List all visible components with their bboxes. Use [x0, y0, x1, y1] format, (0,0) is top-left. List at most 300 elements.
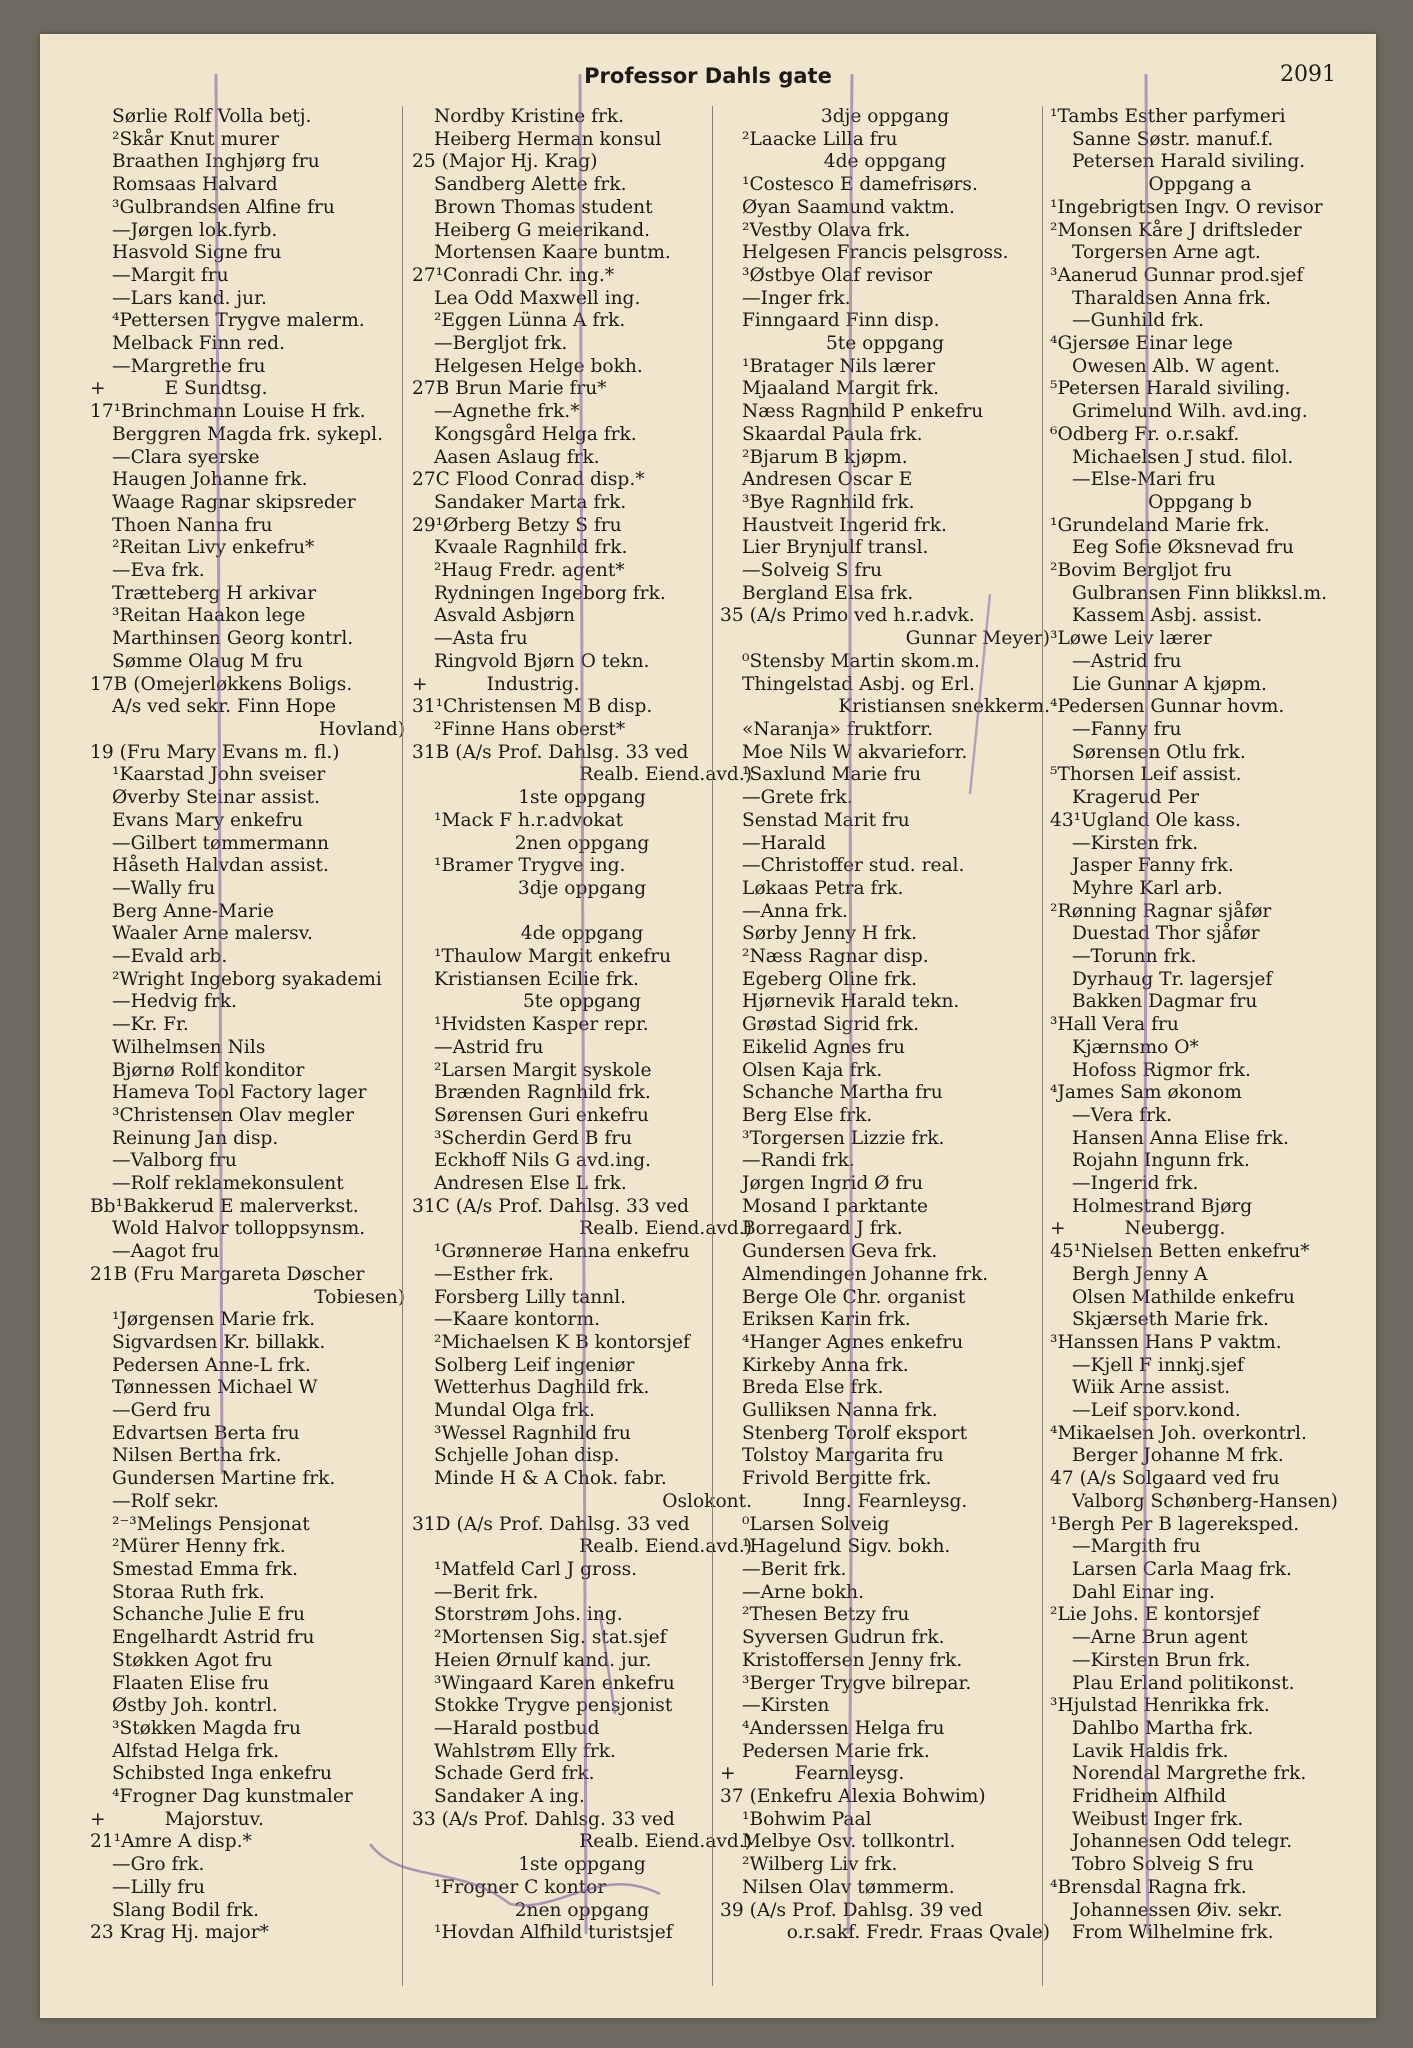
pencil-line — [580, 74, 586, 1934]
directory-entry: —Rolf sekr. — [112, 1490, 220, 1512]
directory-entry: Fridheim Alfhild — [1072, 1786, 1227, 1808]
directory-entry: ¹Tambs Esther parfymeri — [1050, 106, 1286, 127]
directory-entry: —Rolf reklamekonsulent — [112, 1173, 344, 1195]
directory-entry: 27B Brun Marie fru* — [412, 378, 607, 400]
directory-entry: —Vera frk. — [1072, 1104, 1173, 1126]
directory-entry: Ringvold Bjørn O tekn. — [434, 650, 650, 672]
directory-entry: Sørlie Rolf Volla betj. — [112, 106, 312, 127]
directory-entry: Storstrøm Johs. ing. — [434, 1604, 623, 1626]
directory-entry: Bergh Jenny A — [1072, 1263, 1208, 1285]
directory-entry: Nilsen Olav tømmerm. — [742, 1876, 955, 1898]
directory-entry: 1ste oppgang — [518, 1854, 646, 1876]
directory-entry: 29¹Ørberg Betzy S fru — [412, 514, 622, 536]
directory-entry: Dyrhaug Tr. lagersjef — [1072, 968, 1273, 990]
directory-entry: 25 (Major Hj. Krag) — [412, 151, 598, 173]
directory-entry: Solberg Leif ingeniør — [434, 1354, 635, 1376]
directory-entry: ³Bye Ragnhild frk. — [742, 491, 915, 513]
directory-entry: Stokke Trygve pensjonist — [434, 1695, 673, 1717]
directory-entry: Marthinsen Georg kontrl. — [112, 628, 354, 650]
directory-entry: ³Hjulstad Henrikka frk. — [1050, 1695, 1270, 1717]
directory-entry: —Gunhild frk. — [1072, 310, 1205, 332]
directory-entry: ⁴James Sam økonom — [1050, 1082, 1242, 1104]
directory-entry: ³Østbye Olaf revisor — [742, 264, 933, 286]
directory-entry: —Arne bokh. — [742, 1581, 865, 1603]
directory-entry: 31C (A/s Prof. Dahlsg. 33 ved — [412, 1195, 689, 1217]
directory-entry: Forsberg Lilly tannl. — [434, 1286, 627, 1308]
directory-entry: Flaaten Elise fru — [112, 1672, 270, 1694]
directory-entry: + Majorstuv. — [90, 1808, 264, 1830]
page-number: 2091 — [1280, 62, 1336, 87]
directory-entry: Oppgang a — [1148, 174, 1252, 196]
directory-entry: ³Aanerud Gunnar prod.sjef — [1050, 264, 1304, 286]
directory-entry: Andresen Else L frk. — [434, 1173, 627, 1195]
directory-entry: Tobro Solveig S fru — [1072, 1854, 1254, 1876]
directory-entry: + E Sundtsg. — [90, 378, 268, 400]
directory-entry: Heiberg Herman konsul — [434, 128, 662, 150]
directory-entry: Sandberg Alette frk. — [434, 174, 627, 196]
pencil-line — [970, 594, 990, 794]
directory-entry: —Christoffer stud. real. — [742, 855, 965, 877]
directory-entry: ¹Frogner C kontor — [434, 1876, 607, 1898]
directory-entry: Sørby Jenny H frk. — [742, 923, 918, 945]
directory-entry: 5te oppgang — [825, 333, 945, 355]
directory-entry: ³Scherdin Gerd B fru — [434, 1127, 633, 1149]
directory-entry: 1ste oppgang — [518, 787, 646, 809]
directory-entry: Dahlbo Martha frk. — [1072, 1717, 1254, 1739]
directory-entry: ³Wingaard Karen enkefru — [434, 1672, 675, 1694]
directory-entry: Wahlstrøm Elly frk. — [434, 1740, 616, 1762]
directory-entry: Borregaard J frk. — [742, 1218, 903, 1240]
directory-entry: Sandaker Marta frk. — [434, 491, 627, 513]
directory-entry: Jørgen Ingrid Ø fru — [742, 1173, 924, 1195]
directory-entry: ³Reitan Haakon lege — [112, 605, 306, 627]
directory-entry: Johannesen Odd telegr. — [1072, 1831, 1293, 1853]
pencil-line — [216, 74, 222, 1474]
directory-entry: Lea Odd Maxwell ing. — [434, 287, 641, 309]
directory-entry: Edvartsen Berta fru — [112, 1422, 300, 1444]
directory-entry: ⁴Gjersøe Einar lege — [1050, 333, 1233, 355]
directory-entry: Realb. Eiend.avd.) — [579, 1218, 752, 1240]
directory-entry: —Asta fru — [434, 628, 528, 650]
directory-entry: 5te oppgang — [522, 991, 642, 1013]
directory-entry: —Jørgen lok.fyrb. — [112, 219, 278, 241]
directory-entry: Pedersen Anne-L frk. — [112, 1354, 311, 1376]
directory-entry: Owesen Alb. W agent. — [1072, 355, 1281, 377]
directory-entry: —Kirsten frk. — [1072, 832, 1199, 854]
directory-entry: Tolstoy Margarita fru — [742, 1445, 944, 1467]
directory-entry: ¹Hagelund Sigv. bokh. — [742, 1536, 951, 1558]
directory-entry: Holmestrand Bjørg — [1072, 1195, 1253, 1217]
directory-entry: Romsaas Halvard — [112, 174, 278, 196]
directory-entry: Jasper Fanny frk. — [1072, 855, 1234, 877]
directory-entry: ²Monsen Kåre J driftsleder — [1050, 219, 1302, 241]
directory-entry: ²Michaelsen K B kontorsjef — [434, 1331, 690, 1353]
directory-entry: Grimelund Wilh. avd.ing. — [1072, 401, 1308, 423]
directory-entry: Schade Gerd frk. — [434, 1763, 595, 1785]
directory-entry: —Gerd fru — [112, 1400, 211, 1422]
directory-entry: —Fanny fru — [1072, 718, 1182, 740]
directory-entry: ⁶Odberg Fr. o.r.sakf. — [1050, 423, 1240, 445]
directory-entry: Hjørnevik Harald tekn. — [742, 991, 960, 1013]
directory-entry: ⁵Thorsen Leif assist. — [1050, 764, 1242, 786]
directory-entry: Finngaard Finn disp. — [742, 310, 940, 332]
directory-entry: ¹Grønnerøe Hanna enkefru — [434, 1241, 690, 1263]
directory-entry: 21B (Fru Margareta Døscher — [90, 1263, 365, 1285]
directory-entry: Kirkeby Anna frk. — [742, 1354, 909, 1376]
directory-entry: Plau Erland politikonst. — [1072, 1672, 1295, 1694]
directory-entry: Inng. Fearnleysg. — [802, 1490, 968, 1512]
directory-entry: Olsen Mathilde enkefru — [1072, 1286, 1295, 1308]
directory-entry: Almendingen Johanne frk. — [742, 1263, 989, 1285]
directory-entry: Rojahn Ingunn frk. — [1072, 1150, 1250, 1172]
directory-entry: 35 (A/s Primo ved h.r.advk. — [720, 605, 975, 627]
directory-entry: ²Laacke Lilla fru — [742, 128, 898, 150]
directory-entry: —Berit frk. — [434, 1581, 539, 1603]
directory-entry: Torgersen Arne agt. — [1072, 242, 1261, 264]
directory-entry: ¹Bergh Per B lagereksped. — [1050, 1513, 1300, 1535]
directory-entry: Senstad Marit fru — [742, 809, 910, 831]
directory-entry: ⁵Petersen Harald siviling. — [1050, 378, 1291, 400]
directory-entry: —Clara syerske — [112, 446, 260, 468]
directory-entry: —Kirsten — [742, 1695, 830, 1717]
directory-entry: 2nen oppgang — [514, 1899, 650, 1921]
directory-entry: Eriksen Karin frk. — [742, 1309, 911, 1331]
directory-entry: ²Bjarum B kjøpm. — [742, 446, 908, 468]
directory-entry: Waaler Arne malersv. — [112, 923, 313, 945]
directory-entry: Melbye Osv. tollkontrl. — [742, 1831, 956, 1853]
directory-entry: Helgesen Helge bokh. — [434, 355, 643, 377]
directory-entry: Gundersen Martine frk. — [112, 1468, 336, 1490]
directory-entry: —Arne Brun agent — [1072, 1627, 1248, 1649]
directory-entry: ¹Matfeld Carl J gross. — [434, 1559, 638, 1580]
directory-entry: Gundersen Geva frk. — [742, 1241, 938, 1263]
directory-entry: Støkken Agot fru — [112, 1649, 273, 1671]
directory-entry: o.r.sakf. Fredr. Fraas Qvale) — [786, 1922, 1050, 1944]
directory-entry: ³Wessel Ragnhild fru — [434, 1422, 631, 1444]
directory-entry: + Fearnleysg. — [720, 1763, 905, 1785]
directory-entry: Løkaas Petra frk. — [742, 877, 904, 899]
directory-entry: 4de oppgang — [520, 923, 644, 945]
directory-entry: Kassem Asbj. assist. — [1072, 605, 1263, 627]
directory-entry: Sanne Søstr. manuf.f. — [1072, 128, 1274, 150]
directory-entry: Larsen Carla Maag frk. — [1072, 1559, 1292, 1580]
directory-entry: 39 (A/s Prof. Dahlsg. 39 ved — [720, 1899, 983, 1921]
directory-entry: Sørensen Guri enkefru — [434, 1104, 649, 1126]
directory-entry: ¹Bramer Trygve ing. — [434, 855, 626, 877]
directory-entry: Wiik Arne assist. — [1072, 1377, 1231, 1399]
directory-entry: —Gilbert tømmermann — [112, 832, 330, 854]
directory-entry: —Inger frk. — [742, 287, 851, 309]
directory-entry: ²Haug Fredr. agent* — [434, 560, 625, 582]
directory-entry: Schanche Julie E fru — [112, 1604, 305, 1626]
directory-entry: Moe Nils W akvarieforr. — [742, 741, 968, 763]
directory-entry: Nordby Kristine frk. — [434, 106, 625, 127]
directory-entry: Berg Else frk. — [742, 1104, 873, 1126]
directory-entry: Kjærnsmo O* — [1072, 1036, 1199, 1058]
directory-entry: ¹Kaarstad John sveiser — [112, 764, 326, 786]
directory-entry: Nilsen Bertha frk. — [112, 1445, 282, 1467]
directory-entry: ⁴Anderssen Helga fru — [742, 1717, 945, 1739]
directory-entry: ¹Jørgensen Marie frk. — [112, 1309, 316, 1331]
directory-entry: ²Finne Hans oberst* — [434, 718, 626, 740]
directory-entry: —Valborg fru — [112, 1150, 237, 1172]
directory-entry: Petersen Harald siviling. — [1072, 151, 1306, 173]
directory-entry: Alfstad Helga frk. — [112, 1740, 280, 1762]
directory-entry: Berg Anne-Marie — [112, 900, 274, 922]
directory-entry: ²Mortensen Sig. stat.sjef — [434, 1627, 667, 1649]
directory-entry: Myhre Karl arb. — [1072, 877, 1223, 899]
directory-entry: —Leif sporv.kond. — [1072, 1400, 1241, 1422]
directory-entry: —Grete frk. — [742, 787, 853, 809]
directory-entry: ²Skår Knut murer — [112, 128, 279, 150]
directory-entry: 2nen oppgang — [514, 832, 650, 854]
directory-entry: ¹Mack F h.r.advokat — [434, 809, 624, 831]
directory-entry: Johannessen Øiv. sekr. — [1072, 1899, 1283, 1921]
directory-entry: Realb. Eiend.avd.) — [579, 1831, 752, 1853]
directory-entry: Kristiansen snekkerm. — [838, 696, 1050, 718]
directory-entry: Heiberg G meierikand. — [434, 219, 651, 241]
directory-entry: Haugen Johanne frk. — [112, 469, 308, 491]
directory-entry: 37 (Enkefru Alexia Bohwim) — [720, 1786, 986, 1808]
directory-entry: —Harald postbud — [434, 1717, 600, 1739]
directory-entry: ²Reitan Livy enkefru* — [112, 537, 315, 559]
directory-entry: Oppgang b — [1148, 491, 1252, 513]
directory-entry: Brænden Ragnhild frk. — [434, 1082, 651, 1104]
directory-entry: Lavik Haldis frk. — [1072, 1740, 1229, 1762]
directory-entry: Gulbransen Finn blikksl.m. — [1072, 582, 1328, 604]
directory-entry: Hasvold Signe fru — [112, 242, 282, 264]
directory-entry: Gunnar Meyer) — [905, 628, 1050, 650]
directory-entry: 47 (A/s Solgaard ved fru — [1050, 1468, 1280, 1490]
directory-entry: + Industrig. — [412, 673, 580, 695]
directory-entry: 4de oppgang — [823, 151, 947, 173]
directory-entry: Sømme Olaug M fru — [112, 650, 303, 672]
directory-entry: Sandaker A ing. — [434, 1786, 585, 1808]
directory-entry: —Kirsten Brun frk. — [1072, 1649, 1251, 1671]
directory-entry: Berge Ole Chr. organist — [742, 1286, 966, 1308]
directory-entry: Slang Bodil frk. — [112, 1899, 260, 1921]
directory-entry: Norendal Margrethe frk. — [1072, 1763, 1307, 1785]
directory-entry: From Wilhelmine frk. — [1072, 1922, 1274, 1944]
directory-entry: 3dje oppgang — [820, 106, 950, 127]
directory-entry: Stenberg Torolf eksport — [742, 1422, 968, 1444]
directory-entry: ¹Bohwim Paal — [742, 1808, 872, 1830]
pencil-line — [848, 74, 852, 1934]
directory-entry: Hameva Tool Factory lager — [112, 1082, 367, 1104]
directory-entry: —Agnethe frk.* — [434, 401, 580, 423]
directory-entry: ³Hanssen Hans P vaktm. — [1050, 1331, 1282, 1353]
directory-entry: Pedersen Marie frk. — [742, 1740, 930, 1762]
directory-entry: Øverby Steinar assist. — [112, 787, 321, 809]
directory-entry: —Torunn frk. — [1072, 946, 1197, 968]
directory-entry: —Margith fru — [1072, 1536, 1201, 1558]
directory-entry: ³Hall Vera fru — [1050, 1014, 1179, 1036]
directory-entry: Valborg Schønberg-Hansen) — [1072, 1490, 1338, 1512]
directory-entry: Realb. Eiend.avd.) — [579, 1536, 752, 1558]
directory-entry: Waage Ragnar skipsreder — [112, 491, 356, 513]
directory-entry: Thoen Nanna fru — [112, 514, 273, 536]
directory-entry: Sigvardsen Kr. billakk. — [112, 1331, 326, 1353]
directory-entry: —Astrid fru — [434, 1036, 544, 1058]
directory-entry: ³Gulbrandsen Alfine fru — [112, 196, 335, 218]
directory-entry: Tharaldsen Anna frk. — [1072, 287, 1272, 309]
directory-entry: Brown Thomas student — [434, 196, 653, 218]
directory-entry: Storaa Ruth frk. — [112, 1581, 265, 1603]
directory-entry: Bjørnø Rolf konditor — [112, 1059, 305, 1081]
directory-entry: Trætteberg H arkivar — [112, 582, 317, 604]
directory-entry: Thingelstad Asbj. og Erl. — [742, 673, 975, 695]
directory-entry: Kongsgård Helga frk. — [434, 423, 637, 445]
directory-entry: Grøstad Sigrid frk. — [742, 1014, 920, 1036]
directory-entry: —Lilly fru — [112, 1876, 205, 1898]
pencil-scribble — [370, 1844, 660, 1905]
directory-entry: ¹Bratager Nils lærer — [742, 355, 936, 377]
directory-entry: ⁴Pedersen Gunnar hovm. — [1050, 696, 1285, 718]
directory-entry: —Gro frk. — [112, 1854, 205, 1876]
directory-entry: ¹Hovdan Alfhild turistsjef — [434, 1922, 673, 1944]
directory-entry: 27¹Conradi Chr. ing.* — [412, 264, 615, 286]
directory-entry: 31D (A/s Prof. Dahlsg. 33 ved — [412, 1513, 690, 1535]
directory-entry: —Margrethe fru — [112, 355, 266, 377]
directory-entry: Mjaaland Margit frk. — [742, 378, 939, 400]
directory-entry: ²Lie Johs. E kontorsjef — [1050, 1604, 1260, 1626]
directory-entry: Heien Ørnulf kand. jur. — [434, 1649, 652, 1671]
directory-entry: Hansen Anna Elise frk. — [1072, 1127, 1289, 1149]
directory-entry: 21¹Amre A disp.* — [90, 1831, 252, 1853]
directory-entry: Øyan Saamund vaktm. — [742, 196, 955, 218]
directory-entry: ¹Hvidsten Kasper repr. — [434, 1014, 649, 1036]
directory-entry: ²Thesen Betzy fru — [742, 1604, 910, 1626]
directory-entry: ⁰Larsen Solveig — [742, 1513, 890, 1535]
directory-entry: Næss Ragnhild P enkefru — [742, 401, 984, 423]
directory-entry: ¹Ingebrigtsen Ingv. O revisor — [1050, 196, 1323, 218]
directory-entry: Berggren Magda frk. sykepl. — [112, 423, 383, 445]
directory-entry: ³Torgersen Lizzie frk. — [742, 1127, 945, 1149]
directory-entry: 3dje oppgang — [517, 877, 647, 899]
directory-entry: ¹Saxlund Marie fru — [742, 764, 922, 786]
directory-entry: —Harald — [742, 832, 826, 854]
directory-entry: Oslokont. — [662, 1490, 752, 1512]
directory-entry: Kristiansen Ecilie frk. — [434, 968, 639, 990]
directory-entry: —Hedvig frk. — [112, 991, 237, 1013]
directory-entry: Kragerud Per — [1072, 787, 1200, 809]
directory-entry: Mortensen Kaare buntm. — [434, 242, 671, 264]
directory-entry: —Kr. Fr. — [112, 1014, 189, 1036]
directory-entry: Breda Else frk. — [742, 1377, 884, 1399]
directory-entry: Minde H & A Chok. fabr. — [434, 1468, 667, 1490]
directory-entry: Aasen Aslaug frk. — [434, 446, 600, 468]
directory-entry: Realb. Eiend.avd.) — [579, 764, 752, 786]
pencil-line — [1145, 74, 1148, 1934]
directory-entry: —Evald arb. — [112, 946, 228, 968]
directory-entry: Tønnessen Michael W — [112, 1377, 318, 1399]
directory-entry: + Neubergg. — [1050, 1218, 1226, 1240]
directory-entry: Tobiesen) — [314, 1286, 405, 1308]
directory-entry: Engelhardt Astrid fru — [112, 1627, 315, 1649]
directory-entry: Eeg Sofie Øksnevad fru — [1072, 537, 1294, 559]
directory-entry: Syversen Gudrun frk. — [742, 1627, 945, 1649]
directory-entry: Bb¹Bakkerud E malerverkst. — [90, 1195, 359, 1217]
directory-entry: 43¹Ugland Ole kass. — [1050, 809, 1241, 831]
directory-entry: Helgesen Francis pelsgross. — [742, 242, 1009, 264]
directory-entry: ⁴Mikaelsen Joh. overkontrl. — [1050, 1422, 1307, 1444]
directory-entry: 33 (A/s Prof. Dahlsg. 33 ved — [412, 1808, 675, 1830]
directory-entry: ²⁻³Melings Pensjonat — [112, 1513, 310, 1535]
directory-entry: Smestad Emma frk. — [112, 1559, 299, 1580]
directory-entry: ²Næss Ragnar disp. — [742, 946, 929, 968]
directory-entry: Wetterhus Daghild frk. — [434, 1377, 650, 1399]
directory-entry: Rydningen Ingeborg frk. — [434, 582, 666, 604]
directory-entry: Schibsted Inga enkefru — [112, 1763, 333, 1785]
directory-entry: ¹Costesco E damefrisørs. — [742, 174, 978, 196]
directory-entry: Lier Brynjulf transl. — [742, 537, 929, 559]
directory-entry: —Margit fru — [112, 264, 229, 286]
directory-entry: —Randi frk. — [742, 1150, 855, 1172]
directory-entry: —Solveig S fru — [742, 560, 883, 582]
directory-entry: ²Bovim Bergljot fru — [1050, 560, 1232, 582]
directory-entry: ²Vestby Olava frk. — [742, 219, 911, 241]
directory-entry: Schjelle Johan disp. — [434, 1445, 620, 1467]
directory-entry: ³Løwe Leiv lærer — [1050, 628, 1212, 650]
directory-entry: —Esther frk. — [434, 1263, 554, 1285]
directory-entry: Lie Gunnar A kjøpm. — [1072, 673, 1267, 695]
directory-entry: Andresen Oscar E — [742, 469, 913, 491]
directory-entry: ²Wright Ingeborg syakademi — [112, 968, 382, 990]
directory-entry: Braathen Inghjørg fru — [112, 151, 320, 173]
directory-entry: Wilhelmsen Nils — [112, 1036, 266, 1058]
directory-entry: Eikelid Agnes fru — [742, 1036, 906, 1058]
directory-entry: Bergland Elsa frk. — [742, 582, 914, 604]
pencil-line — [600, 1614, 615, 1714]
pencil-marks — [40, 34, 1376, 2018]
directory-entry: ³Christensen Olav megler — [112, 1104, 354, 1126]
directory-entry: Håseth Halvdan assist. — [112, 855, 329, 877]
directory-entry: ¹Grundeland Marie frk. — [1050, 514, 1270, 536]
directory-entry: —Kjell F innkj.sjef — [1072, 1354, 1244, 1376]
page-title: Professor Dahls gate — [584, 64, 832, 88]
directory-entry: —Lars kand. jur. — [112, 287, 267, 309]
directory-entry: Kristoffersen Jenny frk. — [742, 1649, 963, 1671]
directory-entry: —Kaare kontorm. — [434, 1309, 600, 1331]
directory-entry: Skjærseth Marie frk. — [1072, 1309, 1269, 1331]
directory-entry: ²Mürer Henny frk. — [112, 1536, 286, 1558]
directory-entry: Kvaale Ragnhild frk. — [434, 537, 628, 559]
directory-entry: Eckhoff Nils G avd.ing. — [434, 1150, 652, 1172]
directory-entry: 31¹Christensen M B disp. — [412, 696, 653, 718]
directory-entry: Mundal Olga frk. — [434, 1400, 595, 1422]
directory-entry: ³Berger Trygve bilrepar. — [742, 1672, 972, 1694]
directory-entry: Gulliksen Nanna frk. — [742, 1400, 938, 1422]
directory-entry: ⁴Pettersen Trygve malerm. — [112, 310, 365, 332]
directory-entry: ²Eggen Lünna A frk. — [434, 310, 626, 332]
directory-entry: —Berit frk. — [742, 1559, 847, 1580]
directory-entry: Hofoss Rigmor frk. — [1072, 1059, 1251, 1081]
directory-entry: Melback Finn red. — [112, 333, 285, 355]
directory-page — [40, 34, 1376, 2018]
directory-entry: Olsen Kaja frk. — [742, 1059, 883, 1081]
directory-entry: ⁴Hanger Agnes enkefru — [742, 1331, 964, 1353]
directory-entry: «Naranja» fruktforr. — [742, 718, 934, 740]
directory-entry: Østby Joh. kontrl. — [112, 1695, 278, 1717]
directory-entry: Dahl Einar ing. — [1072, 1581, 1215, 1603]
directory-entry: Sørensen Otlu frk. — [1072, 741, 1246, 763]
directory-entry: Hovland) — [318, 718, 405, 740]
directory-entry: —Else-Mari fru — [1072, 469, 1216, 491]
directory-entry: ²Larsen Margit syskole — [434, 1059, 652, 1081]
directory-entry: Schanche Martha fru — [742, 1082, 943, 1104]
directory-entry: ²Wilberg Liv frk. — [742, 1854, 898, 1876]
directory-entry: Wold Halvor tolloppsynsm. — [112, 1218, 366, 1240]
